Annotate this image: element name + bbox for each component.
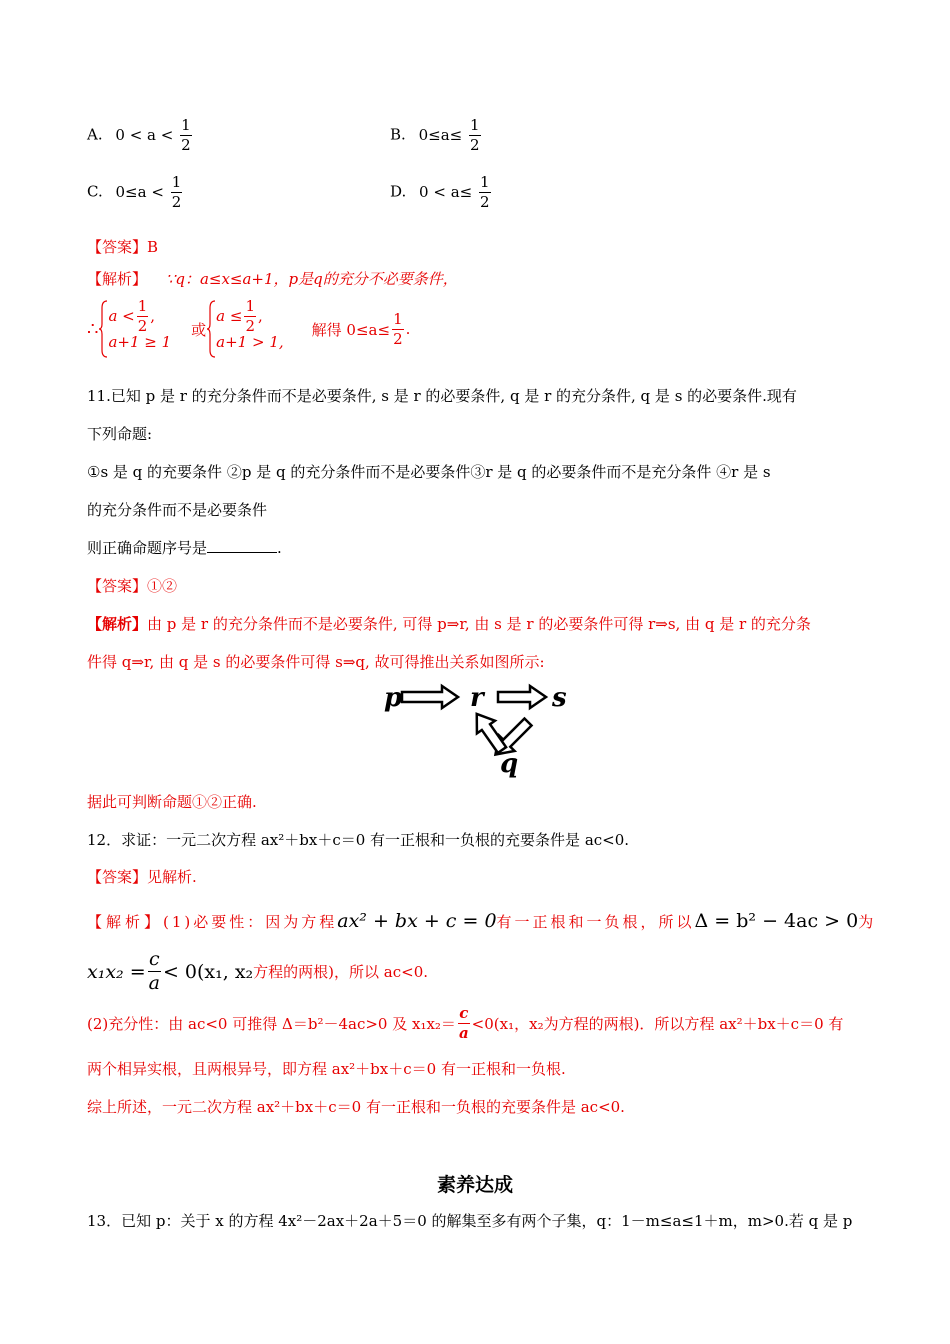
option-b-fraction: $\frac{1}{2}$ bbox=[469, 116, 480, 154]
q11-stem-line-2: 下列命题: bbox=[87, 425, 153, 443]
q11-answer bbox=[87, 575, 177, 596]
equation-quadratic: ax² + bx + c = 0 bbox=[337, 910, 497, 932]
solve-fraction: $\frac{1}{2}$ bbox=[393, 309, 403, 348]
solve-text: 解得 0≤a≤ bbox=[311, 320, 391, 339]
or-text: 或 bbox=[191, 320, 207, 339]
answer-value: 见解析. bbox=[147, 868, 197, 886]
arrow-r-to-s-icon bbox=[498, 686, 546, 708]
implication-diagram bbox=[380, 680, 580, 780]
q11-props-line-2: 的充分条件而不是必要条件 bbox=[87, 501, 268, 519]
q11-analysis-line-1: 【解析】由 p 是 r 的充分条件而不是必要条件, 可得 p⇒r, 由 s 是 r 的必要条件可得 r⇒s, 由 q 是 r 的充分条 bbox=[87, 615, 811, 633]
option-d-fraction: $\frac{1}{2}$ bbox=[480, 173, 490, 211]
analysis-tag: 【解析】 bbox=[87, 270, 148, 288]
q10-analysis bbox=[87, 268, 458, 289]
q12-answer bbox=[87, 866, 197, 887]
option-c-fraction: $\frac{1}{2}$ bbox=[171, 173, 182, 211]
diagram-node-r: r bbox=[470, 683, 484, 713]
answer-tag: 【答案】 bbox=[87, 577, 148, 595]
answer-value: B bbox=[147, 238, 159, 256]
q12-sufficiency-line-2: 两个相异实根，且两根异号，即方程 ax²＋bx＋c＝0 有一正根和一负根. bbox=[87, 1060, 566, 1078]
analysis-tag: 【解析】 bbox=[87, 912, 164, 931]
option-d-label: D. bbox=[390, 182, 407, 201]
diagram-node-s: s bbox=[552, 683, 567, 713]
option-d-expr: 0 < a≤ bbox=[419, 182, 473, 201]
q12-summary: 综上所述，一元二次方程 ax²＋bx＋c＝0 有一正根和一负根的充要条件是 ac<0. bbox=[87, 1098, 625, 1116]
analysis-tag: 【解析】 bbox=[87, 615, 148, 633]
option-a-label: A. bbox=[87, 125, 103, 144]
q10-systems: ∴ a < $\frac{1}{2}$ , a+1 ≥ 1 或 a ≤ $\frac{1}{2}$ , a+1 > 1, 解得 0≤a≤ $\frac{1}{2}$ . bbox=[87, 300, 410, 358]
diagram-node-p: p bbox=[384, 683, 403, 713]
q13-stem: 13．已知 p：关于 x 的方程 4x²－2ax＋2a＋5＝0 的解集至多有两个子集，q：1－m≤a≤1＋m，m>0.若 q 是 p bbox=[87, 1212, 853, 1230]
q11-props-line-1: ①s 是 q 的充要条件 ②p 是 q 的充分条件而不是必要条件③r 是 q 的必要条件而不是充分条件 ④r 是 s bbox=[87, 463, 771, 481]
left-brace-icon bbox=[206, 300, 216, 358]
equation-discriminant: Δ = b² − 4ac > 0 bbox=[694, 910, 859, 932]
left-brace-icon bbox=[98, 300, 108, 358]
option-c-expr: 0≤a < bbox=[115, 182, 164, 201]
option-d bbox=[390, 175, 493, 210]
answer-tag: 【答案】 bbox=[87, 238, 148, 256]
q12-necessity: 【解析】 (1)必要性：因为方程 ax² + bx + c = 0 有一正根和一负根，所以 Δ = b² − 4ac > 0 为 bbox=[87, 910, 874, 932]
q12-product-line: x₁x₂ = $\frac{c}{a}$ < 0(x₁, x₂ 方程的两根)，所以 ac<0. bbox=[87, 948, 429, 994]
c-over-a-fraction: $\frac{c}{a}$ bbox=[148, 948, 160, 994]
answer-value: ①② bbox=[147, 577, 178, 595]
analysis-text: ∵q：a≤x≤a+1，p是q的充分不必要条件， bbox=[165, 270, 458, 288]
option-a-expr: 0 < a < bbox=[115, 125, 174, 144]
option-c bbox=[87, 175, 184, 210]
q11-conclusion: 据此可判断命题①②正确. bbox=[87, 793, 257, 811]
diagram-node-q: q bbox=[500, 749, 519, 779]
q11-ask: 则正确命题序号是 . bbox=[87, 539, 282, 557]
c-over-a-fraction: $\frac{c}{a}$ bbox=[458, 1004, 469, 1042]
option-b bbox=[390, 118, 483, 153]
system-2: a ≤ $\frac{1}{2}$ , a+1 > 1, bbox=[216, 296, 284, 351]
option-b-label: B. bbox=[390, 125, 406, 144]
therefore-symbol: ∴ bbox=[87, 318, 99, 340]
q12-sufficiency-line-1: (2)充分性：由 ac<0 可推得 Δ＝b²－4ac>0 及 x₁x₂＝ $\frac{c}{a}$ <0(x₁，x₂为方程的两根)．所以方程 ax²＋bx＋c＝0 有 bbox=[87, 1004, 844, 1042]
q10-answer bbox=[87, 236, 158, 257]
option-b-expr: 0≤a≤ bbox=[418, 125, 463, 144]
q11-stem-line-1: 11.已知 p 是 r 的充分条件而不是必要条件, s 是 r 的必要条件, q 是 r 的充分条件, q 是 s 的必要条件.现有 bbox=[87, 387, 797, 405]
answer-tag: 【答案】 bbox=[87, 868, 148, 886]
answer-blank bbox=[207, 538, 277, 553]
arrow-p-to-r-icon bbox=[402, 686, 458, 708]
option-a bbox=[87, 118, 194, 153]
option-c-label: C. bbox=[87, 182, 103, 201]
system-1: a < $\frac{1}{2}$ , a+1 ≥ 1 bbox=[108, 296, 172, 351]
option-a-fraction: $\frac{1}{2}$ bbox=[181, 116, 191, 154]
q12-stem: 12．求证：一元二次方程 ax²＋bx＋c＝0 有一正根和一负根的充要条件是 ac<0. bbox=[87, 831, 630, 849]
section-title: 素养达成 bbox=[436, 1174, 513, 1196]
q11-analysis-line-2: 件得 q⇒r, 由 q 是 s 的必要条件可得 s⇒q, 故可得推出关系如图所示: bbox=[87, 653, 545, 671]
